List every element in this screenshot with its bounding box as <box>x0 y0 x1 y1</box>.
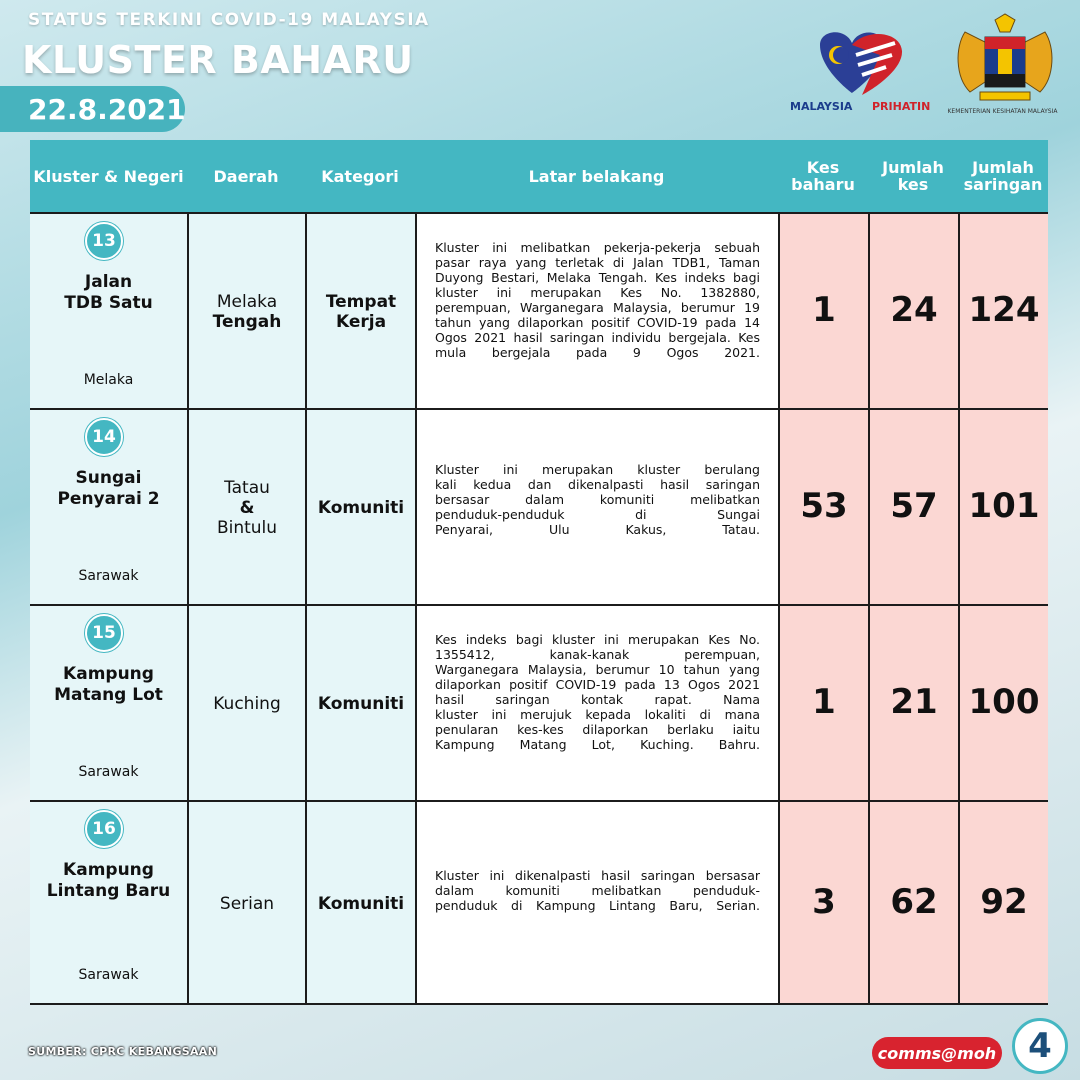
kategori-line1: Komuniti <box>317 498 405 518</box>
jumlah-kes-cell <box>868 606 958 802</box>
description-line: Penyarai, Ulu Kakus, Tatau. <box>435 522 760 537</box>
prihatin-label: PRIHATIN <box>872 100 931 113</box>
source-note: SUMBER: CPRC KEBANGSAAN <box>28 1045 218 1058</box>
jumlah-saringan-value: 92 <box>980 881 1028 922</box>
jumlah-kes-value: 62 <box>890 881 938 922</box>
daerah-line1: Melaka <box>216 292 278 312</box>
header <box>0 0 1080 135</box>
description-cell <box>415 410 778 606</box>
coat-of-arms-icon <box>940 12 1070 107</box>
kategori-line1: Komuniti <box>317 694 405 714</box>
jumlah-saringan-cell <box>958 410 1048 606</box>
cluster-state: Sarawak <box>78 967 139 983</box>
kategori-cell <box>305 410 415 606</box>
jumlah-kes-value: 24 <box>890 290 938 330</box>
kes-baharu-cell <box>778 214 868 410</box>
col-jumlah-kes: Jumlah kes <box>882 158 944 194</box>
malaysia-prihatin-logo <box>790 25 940 120</box>
daerah-cell <box>187 214 305 410</box>
description-line: dilaporkan positif COVID-19 pada 13 Ogos 2021 <box>435 677 760 692</box>
jumlah-saringan-cell <box>958 606 1048 802</box>
cluster-state: Sarawak <box>78 568 139 584</box>
daerah-line1: Tatau <box>224 478 270 498</box>
daerah-cell <box>187 606 305 802</box>
jumlah-saringan-value: 124 <box>968 290 1040 330</box>
daerah-line3: Bintulu <box>216 518 278 538</box>
page-number: 4 <box>1012 1018 1068 1074</box>
col-kategori: Kategori <box>321 166 399 186</box>
kategori-line1: Tempat <box>325 292 397 312</box>
cluster-name-line2: Matang Lot <box>54 685 163 705</box>
description-line: kluster ini merujuk kepada lokaliti di mana <box>435 707 760 722</box>
cluster-number-badge: 13 <box>85 222 123 260</box>
cluster-name-line1: Jalan <box>84 272 133 292</box>
table-row <box>30 606 1048 802</box>
description-text <box>435 240 760 360</box>
description-line: tahun yang dilaporkan positif COVID-19 pada 14 <box>435 315 760 330</box>
kkm-logo <box>940 12 1070 122</box>
kategori-line1: Komuniti <box>317 893 405 914</box>
jumlah-kes-value: 21 <box>890 682 938 722</box>
cluster-number-badge: 14 <box>85 418 123 456</box>
jumlah-saringan-value: 101 <box>968 486 1040 526</box>
kkm-label: KEMENTERIAN KESIHATAN MALAYSIA <box>947 108 1058 115</box>
cluster-number-badge: 16 <box>85 810 123 848</box>
comms-badge: comms@moh <box>872 1037 1002 1069</box>
kategori-cell <box>305 214 415 410</box>
table-row <box>30 802 1048 1005</box>
cluster-state: Sarawak <box>78 764 139 780</box>
kes-baharu-cell <box>778 606 868 802</box>
col-latar: Latar belakang <box>528 166 665 186</box>
description-cell <box>415 802 778 1005</box>
heart-flag-icon <box>790 25 940 100</box>
description-line: Kampung Matang Lot, Kuching. Bahru. <box>435 737 760 752</box>
kes-baharu-cell <box>778 410 868 606</box>
kes-baharu-value: 3 <box>812 881 836 922</box>
description-line: perempuan, Warganegara Malaysia, berumur 19 <box>435 300 760 315</box>
jumlah-saringan-cell <box>958 214 1048 410</box>
cluster-name-line2: Lintang Baru <box>46 881 171 901</box>
cluster-cell <box>30 214 187 410</box>
cluster-name-line2: Penyarai 2 <box>57 489 160 509</box>
description-line: Kluster ini dikenalpasti hasil saringan bersasar <box>435 868 760 883</box>
malaysia-label: MALAYSIA <box>790 100 853 113</box>
cluster-number-badge: 15 <box>85 614 123 652</box>
description-line: Kluster ini melibatkan pekerja-pekerja sebuah <box>435 240 760 255</box>
kategori-cell <box>305 606 415 802</box>
description-line: Duyong Bestari, Melaka Tengah. Kes indeks bagi <box>435 270 760 285</box>
subtitle: STATUS TERKINI COVID-19 MALAYSIA <box>28 10 430 30</box>
description-cell <box>415 214 778 410</box>
description-text <box>435 462 760 537</box>
kategori-cell <box>305 802 415 1005</box>
col-kluster: Kluster & Negeri <box>33 166 184 186</box>
cluster-name-line1: Sungai <box>75 468 142 488</box>
cluster-state: Melaka <box>83 372 134 388</box>
kes-baharu-value: 53 <box>800 486 848 526</box>
cluster-cell <box>30 410 187 606</box>
daerah-line2: & <box>239 498 255 518</box>
description-line: Kluster ini merupakan kluster berulang <box>435 462 760 477</box>
jumlah-saringan-cell <box>958 802 1048 1005</box>
description-line: penduduk di Kampung Lintang Baru, Serian. <box>435 898 760 913</box>
description-line: Kes indeks bagi kluster ini merupakan Kes No. <box>435 632 760 647</box>
cluster-name-line1: Kampung <box>63 860 154 880</box>
table-row <box>30 410 1048 606</box>
jumlah-kes-value: 57 <box>890 486 938 526</box>
description-line: pasar raya yang terletak di Jalan TDB1, Taman <box>435 255 760 270</box>
col-jumlah-saringan: Jumlah saringan <box>963 158 1043 194</box>
cluster-name-line1: Kampung <box>63 664 154 684</box>
table-row <box>30 214 1048 410</box>
description-text <box>435 868 760 913</box>
cluster-name-line2: TDB Satu <box>64 293 153 313</box>
daerah-cell <box>187 410 305 606</box>
description-line: kali kedua dan dikenalpasti hasil saringan <box>435 477 760 492</box>
description-line: bersasar dalam komuniti melibatkan <box>435 492 760 507</box>
cluster-cell <box>30 802 187 1005</box>
description-line: hasil saringan kontak rapat. Nama <box>435 692 760 707</box>
date: 22.8.2021 <box>28 93 186 126</box>
kes-baharu-value: 1 <box>812 682 836 722</box>
cluster-cell <box>30 606 187 802</box>
daerah-cell <box>187 802 305 1005</box>
jumlah-saringan-value: 100 <box>968 682 1040 722</box>
description-text <box>435 632 760 752</box>
col-kes-baharu: Kes baharu <box>791 158 855 194</box>
jumlah-kes-cell <box>868 410 958 606</box>
kes-baharu-value: 1 <box>812 290 836 330</box>
description-line: kluster ini merupakan Kes No. 1382880, <box>435 285 760 300</box>
kes-baharu-cell <box>778 802 868 1005</box>
description-line: mula bergejala pada 9 Ogos 2021. <box>435 345 760 360</box>
description-line: penularan kes-kes dilaporkan berlaku iaitu <box>435 722 760 737</box>
table-header <box>30 140 1048 212</box>
daerah-line1: Serian <box>219 893 275 914</box>
daerah-line1: Kuching <box>213 694 281 714</box>
cluster-table <box>30 140 1048 1005</box>
description-cell <box>415 606 778 802</box>
description-line: dalam komuniti melibatkan penduduk- <box>435 883 760 898</box>
description-line: Warganegara Malaysia, berumur 10 tahun yang <box>435 662 760 677</box>
jumlah-kes-cell <box>868 214 958 410</box>
description-line: 1355412, kanak-kanak perempuan, <box>435 647 760 662</box>
jumlah-kes-cell <box>868 802 958 1005</box>
description-line: Ogos 2021 hasil saringan individu bergejala. Kes <box>435 330 760 345</box>
kategori-line2: Kerja <box>335 312 387 332</box>
col-daerah: Daerah <box>213 166 279 186</box>
daerah-line2: Tengah <box>212 312 282 332</box>
description-line: penduduk-penduduk di Sungai <box>435 507 760 522</box>
page-title: KLUSTER BAHARU <box>22 38 414 82</box>
